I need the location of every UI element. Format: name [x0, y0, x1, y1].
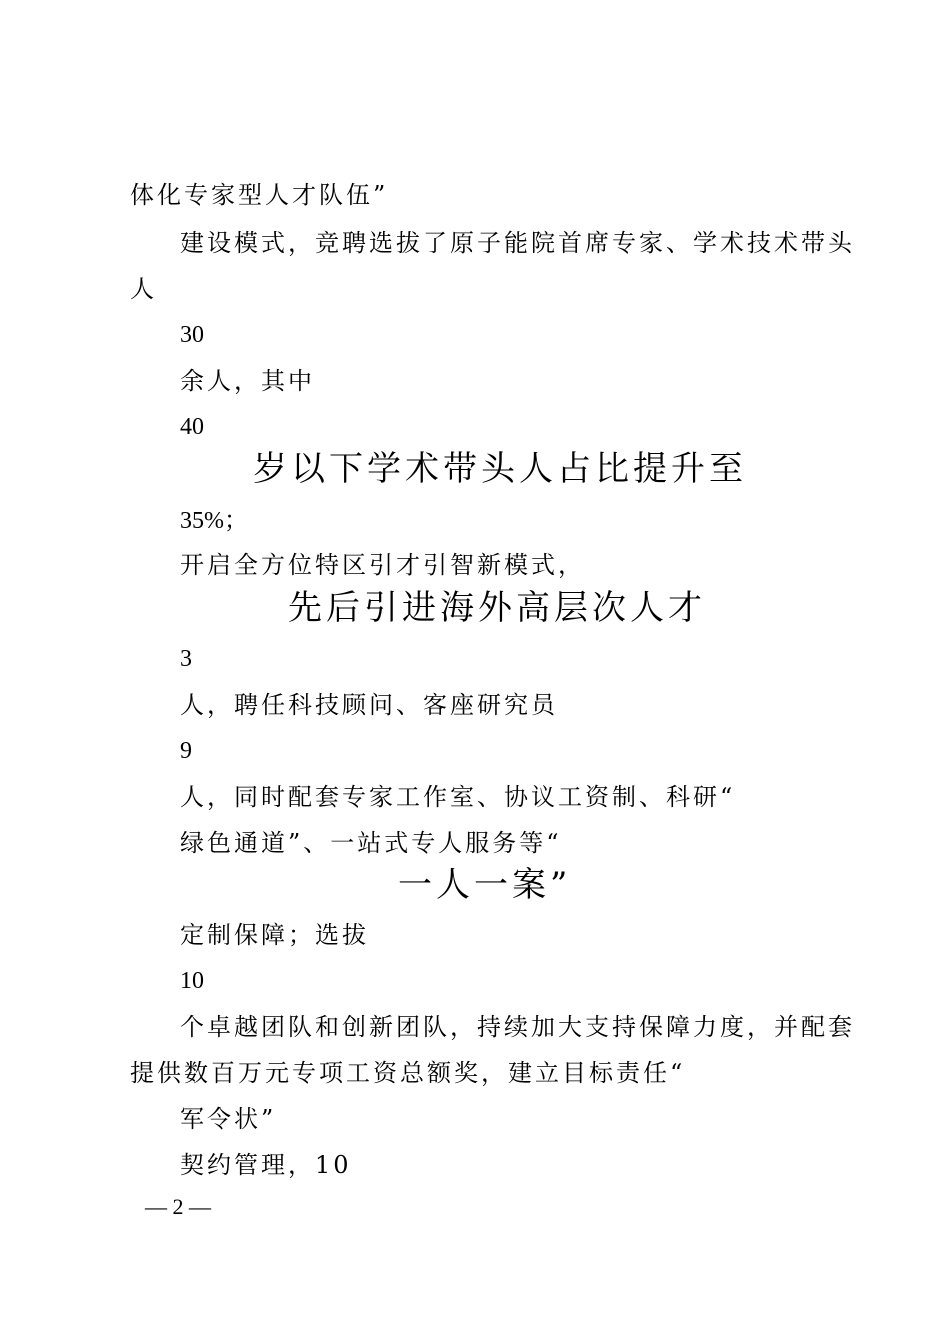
- text-line-8: 35%；: [180, 508, 248, 534]
- text-line-2: 建设模式，竞聘选拔了原子能院首席专家、学术技术带头: [180, 229, 855, 257]
- text-line-1: 体化专家型人才队伍”: [130, 181, 389, 209]
- text-line-4: 30: [180, 322, 204, 348]
- text-line-14: 人，同时配套专家工作室、协议工资制、科研“: [180, 783, 736, 811]
- text-line-16-large: 一人一案”: [398, 865, 572, 905]
- text-line-18: 10: [180, 968, 204, 994]
- text-line-9: 开启全方位特区引才引智新模式，: [180, 551, 585, 579]
- text-line-11: 3: [180, 646, 192, 672]
- text-line-22: 契约管理，10: [180, 1151, 352, 1179]
- text-line-6: 40: [180, 414, 204, 440]
- text-line-3: 人: [130, 275, 157, 303]
- text-line-15: 绿色通道”、一站式专人服务等“: [180, 829, 562, 857]
- text-line-13: 9: [180, 738, 192, 764]
- text-line-19: 个卓越团队和创新团队，持续加大支持保障力度，并配套: [180, 1013, 855, 1041]
- text-line-20: 提供数百万元专项工资总额奖，建立目标责任“: [130, 1059, 686, 1087]
- text-line-5: 余人，其中: [180, 367, 315, 395]
- text-line-12: 人，聘任科技顾问、客座研究员: [180, 691, 558, 719]
- page-number: — 2 —: [145, 1194, 211, 1219]
- text-line-21: 军令状”: [180, 1105, 277, 1133]
- text-line-7-large: 岁以下学术带头人占比提升至: [253, 449, 747, 489]
- text-line-10-large: 先后引进海外高层次人才: [288, 588, 706, 628]
- text-line-17: 定制保障；选拔: [180, 921, 369, 949]
